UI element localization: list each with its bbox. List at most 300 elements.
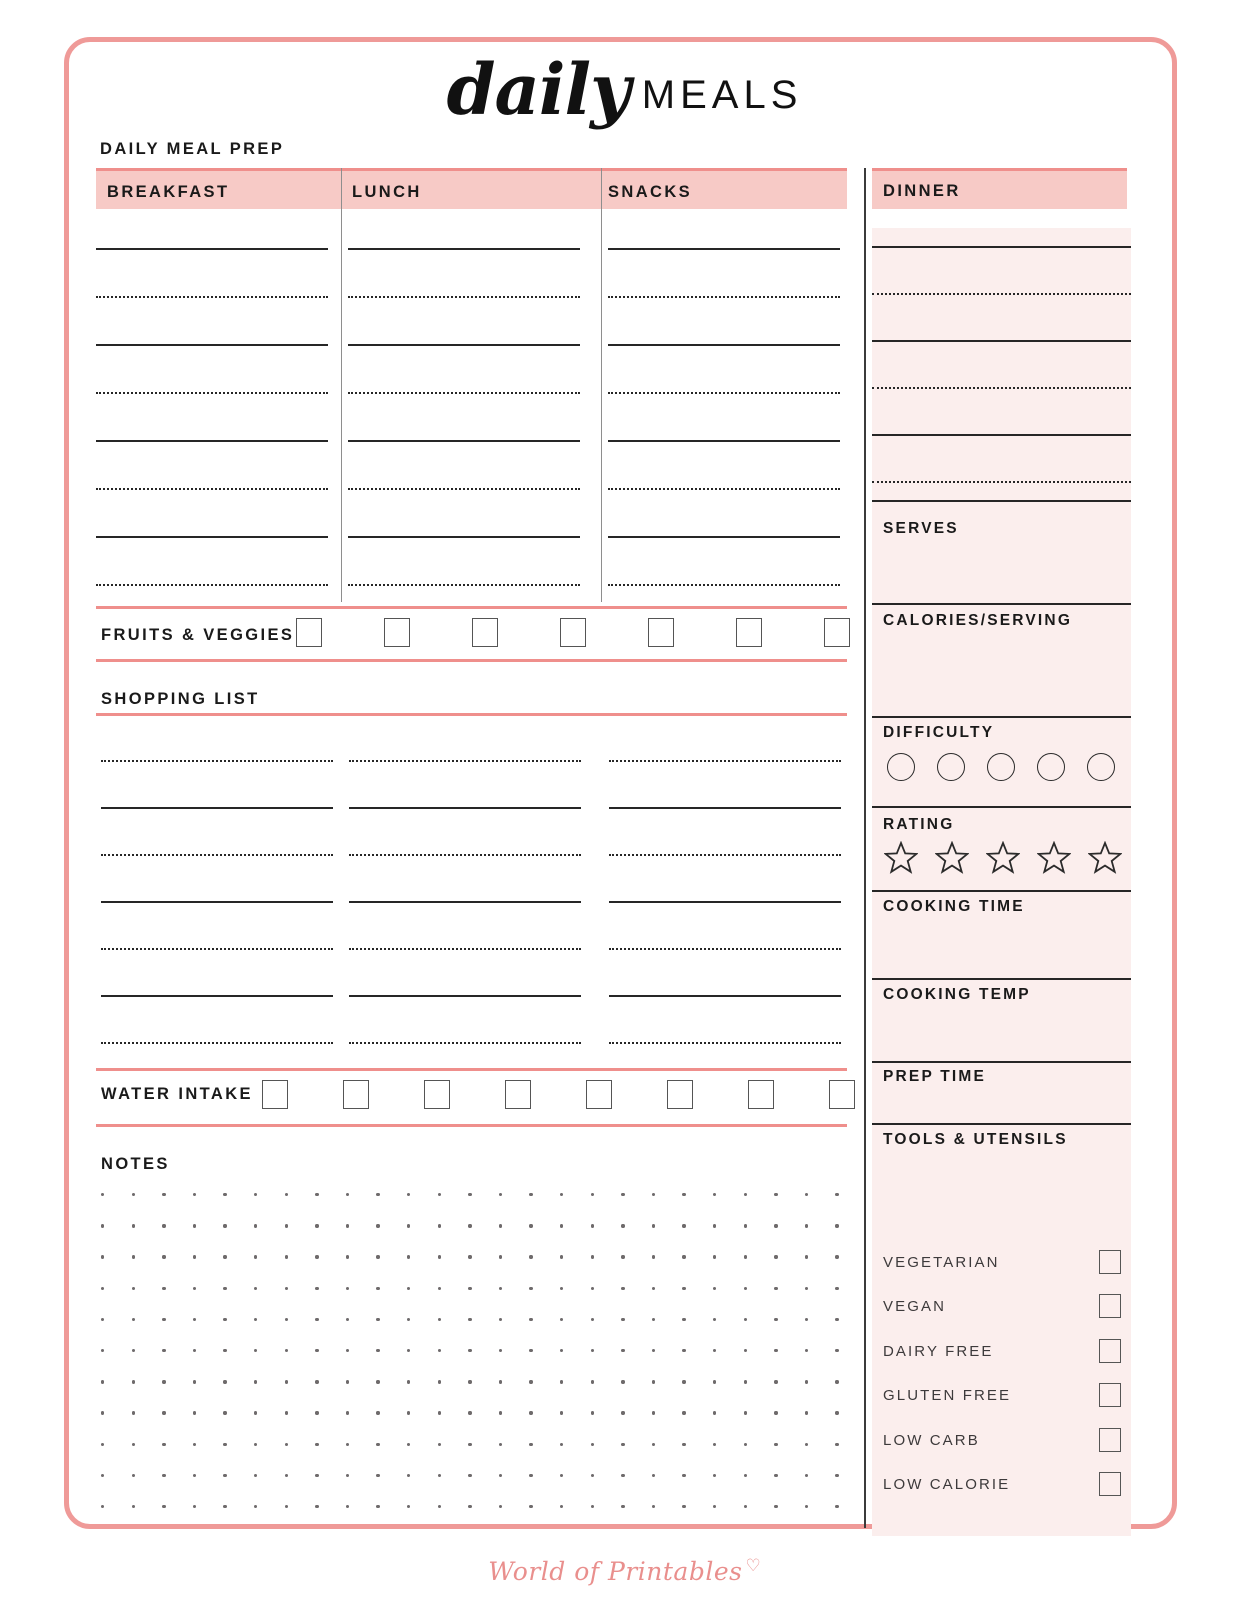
difficulty-circle-icon[interactable] bbox=[1037, 753, 1065, 781]
fruits-veggies-checkbox[interactable] bbox=[296, 618, 322, 647]
dietary-option-row-vegetarian[interactable] bbox=[883, 1254, 1119, 1272]
writing-line-solid bbox=[608, 440, 840, 442]
notes-grid-dot bbox=[254, 1287, 257, 1290]
fruits-veggies-checkbox[interactable] bbox=[648, 618, 674, 647]
notes-grid-dot bbox=[499, 1287, 502, 1290]
notes-grid-dot bbox=[346, 1411, 349, 1414]
notes-grid-dot bbox=[468, 1349, 471, 1352]
notes-grid-dot bbox=[193, 1411, 196, 1414]
writing-line-dotted bbox=[348, 584, 580, 586]
notes-grid-dot bbox=[774, 1224, 777, 1227]
notes-grid-dot bbox=[254, 1255, 257, 1258]
notes-grid-dot bbox=[101, 1505, 104, 1508]
notes-grid-dot bbox=[652, 1474, 655, 1477]
notes-grid-dot bbox=[529, 1318, 532, 1321]
notes-grid-dot bbox=[468, 1318, 471, 1321]
notes-grid-dot bbox=[132, 1224, 135, 1227]
footer-branding bbox=[0, 1556, 1249, 1586]
notes-grid-dot bbox=[652, 1411, 655, 1414]
notes-grid-dot bbox=[346, 1349, 349, 1352]
notes-grid-dot bbox=[713, 1411, 716, 1414]
notes-grid-dot bbox=[560, 1505, 563, 1508]
notes-grid-dot bbox=[285, 1224, 288, 1227]
writing-line-dotted bbox=[349, 1042, 581, 1044]
dietary-option-row-gluten-free[interactable] bbox=[883, 1387, 1119, 1405]
notes-grid-dot bbox=[346, 1224, 349, 1227]
notes-grid-dot bbox=[835, 1255, 838, 1258]
cooking-temp-label: COOKING TEMP bbox=[883, 986, 1031, 1003]
meal-table-body bbox=[96, 209, 847, 602]
tools-utensils-rule bbox=[872, 1123, 1131, 1125]
notes-grid-dot bbox=[101, 1443, 104, 1446]
notes-grid-dot bbox=[315, 1349, 318, 1352]
page-title-script: daily bbox=[446, 48, 630, 131]
notes-grid-dot bbox=[652, 1349, 655, 1352]
writing-line-dotted bbox=[608, 296, 840, 298]
notes-grid-dot bbox=[468, 1505, 471, 1508]
notes-grid-dot bbox=[591, 1380, 594, 1383]
notes-grid-dot bbox=[438, 1443, 441, 1446]
dinner-writing-line-dotted bbox=[872, 293, 1131, 295]
notes-grid-dot bbox=[376, 1255, 379, 1258]
notes-grid-dot bbox=[193, 1287, 196, 1290]
water-intake-checkbox[interactable] bbox=[262, 1080, 288, 1109]
notes-grid-dot bbox=[315, 1411, 318, 1414]
notes-grid-dot bbox=[438, 1474, 441, 1477]
notes-grid-dot bbox=[591, 1193, 594, 1196]
notes-grid-dot bbox=[591, 1318, 594, 1321]
writing-line-solid bbox=[96, 344, 328, 346]
notes-grid-dot bbox=[468, 1287, 471, 1290]
notes-grid-dot bbox=[805, 1287, 808, 1290]
writing-line-dotted bbox=[608, 392, 840, 394]
notes-grid-dot bbox=[468, 1193, 471, 1196]
dietary-option-label: VEGETARIAN bbox=[883, 1254, 1000, 1271]
fruits-veggies-checkbox[interactable] bbox=[736, 618, 762, 647]
difficulty-circle-icon[interactable] bbox=[1087, 753, 1115, 781]
notes-grid-dot bbox=[774, 1349, 777, 1352]
water-intake-checkbox[interactable] bbox=[586, 1080, 612, 1109]
dinner-writing-line-solid bbox=[872, 246, 1131, 248]
dietary-option-checkbox-vegetarian[interactable] bbox=[1099, 1250, 1121, 1274]
fruits-veggies-checkbox[interactable] bbox=[472, 618, 498, 647]
notes-grid-dot bbox=[132, 1193, 135, 1196]
rating-label: RATING bbox=[883, 816, 955, 833]
notes-grid-dot bbox=[744, 1193, 747, 1196]
rating-rule bbox=[872, 806, 1131, 808]
notes-grid-dot bbox=[499, 1505, 502, 1508]
notes-grid-dot bbox=[346, 1287, 349, 1290]
dietary-option-row-low-carb[interactable] bbox=[883, 1432, 1119, 1450]
cooking-time-rule bbox=[872, 890, 1131, 892]
notes-grid-dot bbox=[254, 1505, 257, 1508]
meal-column-header-snacks: SNACKS bbox=[608, 183, 693, 201]
notes-grid-dot bbox=[223, 1255, 226, 1258]
notes-grid-dot bbox=[713, 1224, 716, 1227]
notes-grid-dot bbox=[254, 1474, 257, 1477]
notes-grid-dot bbox=[682, 1474, 685, 1477]
notes-grid-dot bbox=[560, 1255, 563, 1258]
notes-grid-dot bbox=[132, 1505, 135, 1508]
notes-grid-dot bbox=[529, 1255, 532, 1258]
notes-grid-dot bbox=[529, 1474, 532, 1477]
notes-grid-dot bbox=[744, 1349, 747, 1352]
notes-grid-dot bbox=[346, 1193, 349, 1196]
dinner-writing-line-dotted bbox=[872, 387, 1131, 389]
sidebar-divider bbox=[864, 168, 866, 1528]
notes-grid-dot bbox=[376, 1318, 379, 1321]
notes-grid-dot bbox=[223, 1505, 226, 1508]
rating-star-icon[interactable] bbox=[1037, 841, 1071, 874]
notes-grid-dot bbox=[805, 1411, 808, 1414]
calories-per-serving-rule bbox=[872, 603, 1131, 605]
notes-grid-dot bbox=[744, 1443, 747, 1446]
dietary-option-row-low-calorie[interactable] bbox=[883, 1476, 1119, 1494]
writing-line-dotted bbox=[349, 760, 581, 762]
notes-grid-dot bbox=[407, 1411, 410, 1414]
dinner-header-label: DINNER bbox=[883, 182, 961, 200]
notes-grid-dot bbox=[744, 1287, 747, 1290]
dietary-option-row-vegan[interactable] bbox=[883, 1298, 1119, 1316]
dinner-recipe-lines[interactable] bbox=[872, 228, 1131, 500]
notes-grid-dot bbox=[835, 1224, 838, 1227]
water-intake-checkbox[interactable] bbox=[829, 1080, 855, 1109]
notes-grid-dot bbox=[346, 1443, 349, 1446]
notes-grid-dot bbox=[101, 1380, 104, 1383]
dietary-option-checkbox-dairy-free[interactable] bbox=[1099, 1339, 1121, 1363]
notes-grid-dot bbox=[315, 1255, 318, 1258]
notes-grid-dot bbox=[376, 1224, 379, 1227]
notes-grid-dot bbox=[652, 1224, 655, 1227]
notes-grid-dot bbox=[407, 1255, 410, 1258]
writing-line-dotted bbox=[609, 948, 841, 950]
notes-grid-dot bbox=[162, 1287, 165, 1290]
notes-grid-dot bbox=[376, 1380, 379, 1383]
notes-grid-dot bbox=[774, 1287, 777, 1290]
writing-line-dotted bbox=[96, 392, 328, 394]
water-intake-checkbox[interactable] bbox=[343, 1080, 369, 1109]
notes-grid-dot bbox=[132, 1411, 135, 1414]
notes-grid-dot bbox=[346, 1474, 349, 1477]
notes-grid-dot bbox=[438, 1255, 441, 1258]
notes-grid-dot bbox=[315, 1287, 318, 1290]
dinner-writing-line-dotted bbox=[872, 481, 1131, 483]
writing-line-solid bbox=[349, 807, 581, 809]
notes-grid-dot bbox=[346, 1255, 349, 1258]
fruits-veggies-label: FRUITS & VEGGIES bbox=[101, 626, 295, 644]
writing-line-dotted bbox=[348, 392, 580, 394]
notes-grid-dot bbox=[682, 1443, 685, 1446]
writing-line-solid bbox=[608, 536, 840, 538]
shopping-list-column[interactable] bbox=[349, 723, 581, 1058]
notes-grid-dot bbox=[529, 1380, 532, 1383]
notes-grid-dot bbox=[591, 1255, 594, 1258]
water-intake-checkbox[interactable] bbox=[667, 1080, 693, 1109]
notes-grid-dot bbox=[591, 1505, 594, 1508]
notes-grid-dot bbox=[407, 1380, 410, 1383]
writing-line-dotted bbox=[96, 584, 328, 586]
notes-grid-dot bbox=[285, 1411, 288, 1414]
notes-grid-dot bbox=[652, 1318, 655, 1321]
notes-grid-dot bbox=[285, 1474, 288, 1477]
notes-grid-dot bbox=[254, 1224, 257, 1227]
notes-grid-dot bbox=[193, 1443, 196, 1446]
notes-dot-grid[interactable] bbox=[101, 1193, 843, 1523]
notes-grid-dot bbox=[529, 1505, 532, 1508]
notes-grid-dot bbox=[621, 1443, 624, 1446]
notes-grid-dot bbox=[805, 1318, 808, 1321]
notes-grid-dot bbox=[438, 1349, 441, 1352]
shopping-list-body[interactable] bbox=[96, 723, 847, 1058]
difficulty-rule bbox=[872, 716, 1131, 718]
notes-grid-dot bbox=[162, 1380, 165, 1383]
notes-grid-dot bbox=[407, 1474, 410, 1477]
notes-grid-dot bbox=[621, 1224, 624, 1227]
water-intake-checkbox[interactable] bbox=[505, 1080, 531, 1109]
shopping-list-column[interactable] bbox=[609, 723, 841, 1058]
dinner-header bbox=[872, 168, 1127, 209]
notes-grid-dot bbox=[652, 1380, 655, 1383]
writing-line-solid bbox=[101, 901, 333, 903]
notes-grid-dot bbox=[682, 1318, 685, 1321]
notes-grid-dot bbox=[774, 1380, 777, 1383]
fruits-veggies-checkbox[interactable] bbox=[824, 618, 850, 647]
notes-grid-dot bbox=[223, 1287, 226, 1290]
writing-line-dotted bbox=[608, 584, 840, 586]
serves-label: SERVES bbox=[883, 520, 959, 537]
notes-grid-dot bbox=[315, 1443, 318, 1446]
dietary-option-label: DAIRY FREE bbox=[883, 1342, 994, 1360]
notes-grid-dot bbox=[652, 1443, 655, 1446]
notes-grid-dot bbox=[713, 1505, 716, 1508]
notes-grid-dot bbox=[315, 1193, 318, 1196]
notes-grid-dot bbox=[315, 1318, 318, 1321]
meal-column-breakfast[interactable] bbox=[96, 209, 328, 602]
notes-grid-dot bbox=[101, 1349, 104, 1352]
notes-grid-dot bbox=[407, 1505, 410, 1508]
water-intake-checkbox[interactable] bbox=[748, 1080, 774, 1109]
notes-grid-dot bbox=[132, 1255, 135, 1258]
notes-grid-dot bbox=[162, 1193, 165, 1196]
writing-line-solid bbox=[101, 995, 333, 997]
notes-grid-dot bbox=[438, 1224, 441, 1227]
notes-grid-dot bbox=[560, 1411, 563, 1414]
notes-grid-dot bbox=[254, 1411, 257, 1414]
notes-grid-dot bbox=[682, 1505, 685, 1508]
notes-grid-dot bbox=[438, 1380, 441, 1383]
notes-grid-dot bbox=[376, 1474, 379, 1477]
notes-grid-dot bbox=[560, 1349, 563, 1352]
notes-grid-dot bbox=[376, 1411, 379, 1414]
notes-grid-dot bbox=[162, 1349, 165, 1352]
notes-grid-dot bbox=[560, 1474, 563, 1477]
notes-grid-dot bbox=[285, 1255, 288, 1258]
notes-grid-dot bbox=[499, 1255, 502, 1258]
page-title bbox=[0, 48, 1249, 131]
notes-grid-dot bbox=[223, 1474, 226, 1477]
notes-grid-dot bbox=[744, 1224, 747, 1227]
difficulty-circle-icon[interactable] bbox=[887, 753, 915, 781]
notes-grid-dot bbox=[774, 1411, 777, 1414]
notes-grid-dot bbox=[101, 1255, 104, 1258]
notes-grid-dot bbox=[621, 1193, 624, 1196]
notes-grid-dot bbox=[621, 1411, 624, 1414]
notes-grid-dot bbox=[621, 1380, 624, 1383]
notes-grid-dot bbox=[499, 1443, 502, 1446]
notes-grid-dot bbox=[682, 1411, 685, 1414]
dietary-option-checkbox-gluten-free[interactable] bbox=[1099, 1383, 1121, 1407]
notes-grid-dot bbox=[346, 1318, 349, 1321]
notes-grid-dot bbox=[805, 1349, 808, 1352]
notes-grid-dot bbox=[223, 1224, 226, 1227]
notes-grid-dot bbox=[835, 1318, 838, 1321]
notes-grid-dot bbox=[376, 1505, 379, 1508]
notes-grid-dot bbox=[315, 1505, 318, 1508]
notes-grid-dot bbox=[407, 1349, 410, 1352]
meal-column-header-breakfast: BREAKFAST bbox=[107, 183, 230, 201]
notes-grid-dot bbox=[223, 1411, 226, 1414]
rating-star-icon[interactable] bbox=[935, 841, 969, 874]
notes-grid-dot bbox=[468, 1411, 471, 1414]
notes-grid-dot bbox=[407, 1443, 410, 1446]
notes-grid-dot bbox=[101, 1287, 104, 1290]
notes-grid-dot bbox=[621, 1255, 624, 1258]
writing-line-dotted bbox=[349, 854, 581, 856]
meal-column-snacks[interactable] bbox=[608, 209, 840, 602]
notes-grid-dot bbox=[376, 1287, 379, 1290]
notes-grid-dot bbox=[285, 1349, 288, 1352]
writing-line-dotted bbox=[609, 1042, 841, 1044]
rating-star-icon[interactable] bbox=[1088, 841, 1122, 874]
notes-grid-dot bbox=[254, 1380, 257, 1383]
serves-rule bbox=[872, 500, 1131, 502]
dietary-option-checkbox-low-calorie[interactable] bbox=[1099, 1472, 1121, 1496]
notes-grid-dot bbox=[621, 1287, 624, 1290]
writing-line-dotted bbox=[348, 488, 580, 490]
notes-grid-dot bbox=[805, 1443, 808, 1446]
page-title-plain: MEALS bbox=[641, 73, 803, 117]
notes-grid-dot bbox=[407, 1224, 410, 1227]
notes-grid-dot bbox=[162, 1443, 165, 1446]
notes-grid-dot bbox=[132, 1287, 135, 1290]
dietary-option-checkbox-low-carb[interactable] bbox=[1099, 1428, 1121, 1452]
dietary-option-label: GLUTEN FREE bbox=[883, 1387, 1012, 1405]
notes-grid-dot bbox=[529, 1443, 532, 1446]
notes-grid-dot bbox=[744, 1255, 747, 1258]
notes-grid-dot bbox=[835, 1287, 838, 1290]
notes-grid-dot bbox=[438, 1287, 441, 1290]
notes-grid-dot bbox=[101, 1474, 104, 1477]
notes-grid-dot bbox=[744, 1474, 747, 1477]
notes-grid-dot bbox=[376, 1193, 379, 1196]
writing-line-solid bbox=[609, 901, 841, 903]
writing-line-dotted bbox=[96, 296, 328, 298]
writing-line-solid bbox=[348, 536, 580, 538]
shopping-list-column[interactable] bbox=[101, 723, 333, 1058]
notes-grid-dot bbox=[560, 1224, 563, 1227]
notes-grid-dot bbox=[621, 1474, 624, 1477]
notes-grid-dot bbox=[774, 1193, 777, 1196]
notes-grid-dot bbox=[223, 1443, 226, 1446]
notes-grid-dot bbox=[591, 1349, 594, 1352]
writing-line-solid bbox=[348, 248, 580, 250]
notes-grid-dot bbox=[682, 1224, 685, 1227]
writing-line-solid bbox=[101, 807, 333, 809]
notes-grid-dot bbox=[438, 1411, 441, 1414]
notes-grid-dot bbox=[529, 1287, 532, 1290]
notes-grid-dot bbox=[499, 1411, 502, 1414]
notes-grid-dot bbox=[193, 1255, 196, 1258]
notes-grid-dot bbox=[468, 1380, 471, 1383]
rating-star-icon[interactable] bbox=[986, 841, 1020, 874]
notes-grid-dot bbox=[682, 1193, 685, 1196]
notes-grid-dot bbox=[468, 1474, 471, 1477]
notes-grid-dot bbox=[499, 1474, 502, 1477]
dietary-option-row-dairy-free[interactable] bbox=[883, 1343, 1119, 1361]
dietary-option-checkbox-vegan[interactable] bbox=[1099, 1294, 1121, 1318]
notes-grid-dot bbox=[223, 1318, 226, 1321]
meal-column-header-lunch: LUNCH bbox=[352, 183, 422, 201]
notes-grid-dot bbox=[223, 1193, 226, 1196]
notes-grid-dot bbox=[499, 1380, 502, 1383]
notes-grid-dot bbox=[591, 1474, 594, 1477]
fruits-veggies-checkbox[interactable] bbox=[384, 618, 410, 647]
water-intake-checkbox[interactable] bbox=[424, 1080, 450, 1109]
notes-grid-dot bbox=[132, 1474, 135, 1477]
meal-prep-heading: DAILY MEAL PREP bbox=[100, 140, 285, 158]
difficulty-circle-icon[interactable] bbox=[987, 753, 1015, 781]
notes-grid-dot bbox=[652, 1287, 655, 1290]
notes-grid-dot bbox=[162, 1411, 165, 1414]
notes-grid-dot bbox=[193, 1224, 196, 1227]
difficulty-circle-icon[interactable] bbox=[937, 753, 965, 781]
notes-grid-dot bbox=[529, 1193, 532, 1196]
meal-column-lunch[interactable] bbox=[348, 209, 580, 602]
notes-grid-dot bbox=[774, 1443, 777, 1446]
notes-grid-dot bbox=[805, 1474, 808, 1477]
notes-grid-dot bbox=[591, 1411, 594, 1414]
notes-grid-dot bbox=[560, 1318, 563, 1321]
notes-grid-dot bbox=[162, 1505, 165, 1508]
notes-label: NOTES bbox=[101, 1155, 170, 1173]
notes-grid-dot bbox=[621, 1505, 624, 1508]
notes-grid-dot bbox=[193, 1318, 196, 1321]
rating-star-icon[interactable] bbox=[884, 841, 918, 874]
notes-grid-dot bbox=[835, 1443, 838, 1446]
notes-grid-dot bbox=[560, 1443, 563, 1446]
meal-table-header bbox=[96, 168, 847, 209]
notes-grid-dot bbox=[407, 1318, 410, 1321]
difficulty-label: DIFFICULTY bbox=[883, 724, 995, 741]
notes-grid-dot bbox=[285, 1380, 288, 1383]
notes-grid-dot bbox=[162, 1318, 165, 1321]
notes-grid-dot bbox=[254, 1443, 257, 1446]
water-intake-top-rule bbox=[96, 1068, 847, 1071]
writing-line-solid bbox=[96, 440, 328, 442]
notes-grid-dot bbox=[285, 1287, 288, 1290]
notes-grid-dot bbox=[315, 1474, 318, 1477]
heart-icon: ♡ bbox=[745, 1556, 761, 1575]
notes-grid-dot bbox=[407, 1287, 410, 1290]
notes-grid-dot bbox=[132, 1349, 135, 1352]
notes-grid-dot bbox=[560, 1287, 563, 1290]
notes-grid-dot bbox=[376, 1349, 379, 1352]
water-intake-label: WATER INTAKE bbox=[101, 1085, 253, 1103]
notes-grid-dot bbox=[193, 1380, 196, 1383]
notes-grid-dot bbox=[499, 1193, 502, 1196]
fruits-veggies-checkbox[interactable] bbox=[560, 618, 586, 647]
notes-grid-dot bbox=[682, 1287, 685, 1290]
